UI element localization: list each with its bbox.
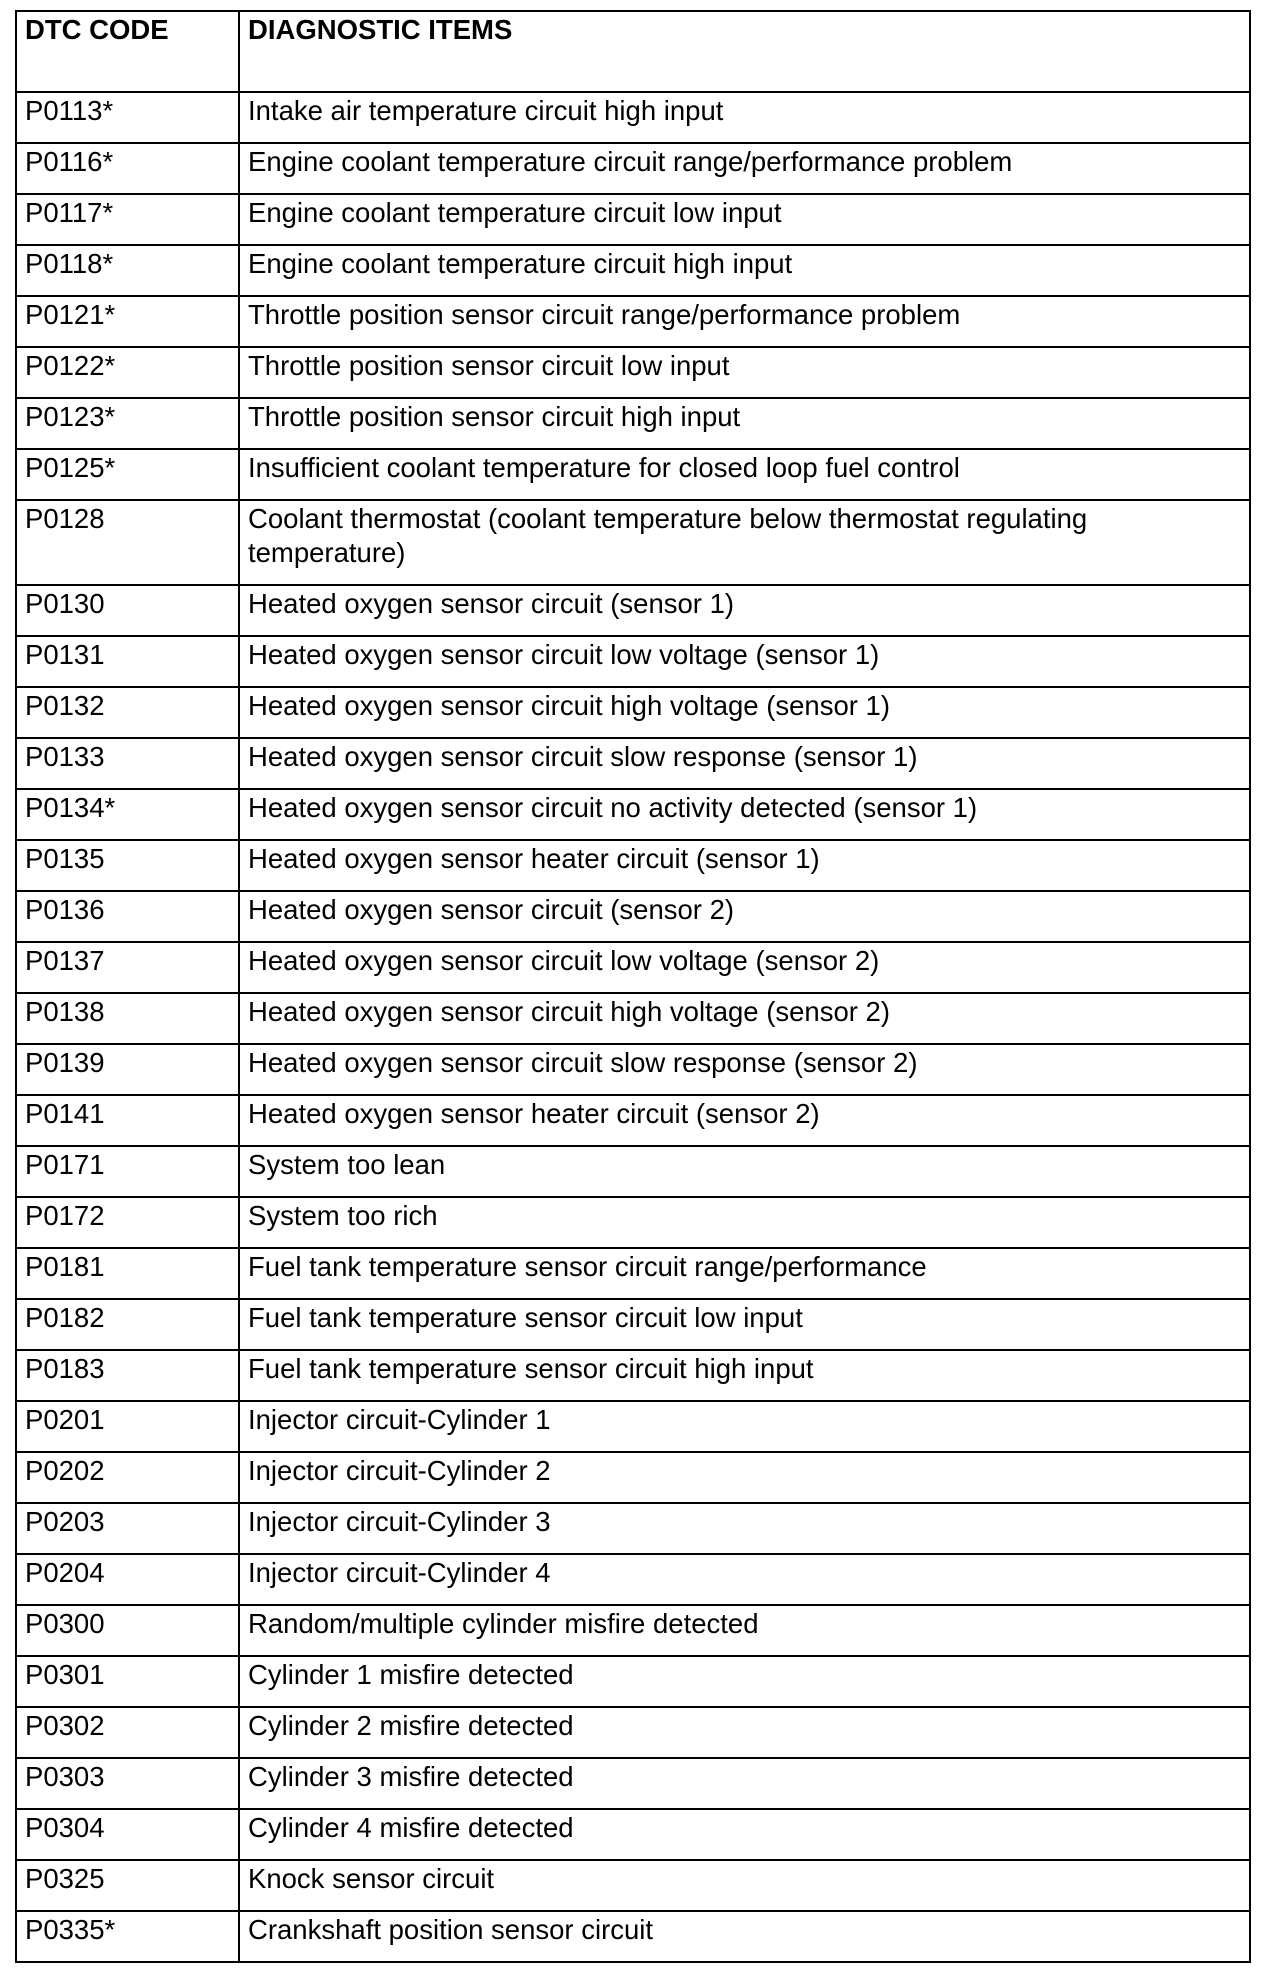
dtc-code-cell: P0171 [16, 1146, 239, 1197]
dtc-code-cell: P0134* [16, 789, 239, 840]
diagnostic-item-cell: System too rich [239, 1197, 1250, 1248]
table-row [16, 1197, 1250, 1248]
table-row [16, 1146, 1250, 1197]
dtc-code-cell: P0118* [16, 245, 239, 296]
table-row [16, 1044, 1250, 1095]
table-row [16, 840, 1250, 891]
diagnostic-item-cell: Cylinder 4 misfire detected [239, 1809, 1250, 1860]
table-row [16, 1707, 1250, 1758]
diagnostic-item-cell: Heated oxygen sensor circuit high voltage (sensor 1) [239, 687, 1250, 738]
dtc-code-cell: P0133 [16, 738, 239, 789]
dtc-code-cell: P0128 [16, 500, 239, 585]
diagnostic-item-cell: Heated oxygen sensor circuit slow response (sensor 1) [239, 738, 1250, 789]
table-row [16, 398, 1250, 449]
dtc-code-cell: P0121* [16, 296, 239, 347]
table-row [16, 993, 1250, 1044]
dtc-code-cell: P0303 [16, 1758, 239, 1809]
table-row [16, 738, 1250, 789]
table-row [16, 942, 1250, 993]
diagnostic-item-cell: Heated oxygen sensor circuit no activity detected (sensor 1) [239, 789, 1250, 840]
dtc-code-cell: P0300 [16, 1605, 239, 1656]
dtc-code-cell: P0141 [16, 1095, 239, 1146]
table-row [16, 500, 1250, 585]
dtc-code-cell: P0130 [16, 585, 239, 636]
dtc-code-cell: P0139 [16, 1044, 239, 1095]
dtc-code-cell: P0113* [16, 92, 239, 143]
dtc-code-cell: P0125* [16, 449, 239, 500]
diagnostic-item-cell: Heated oxygen sensor circuit (sensor 2) [239, 891, 1250, 942]
diagnostic-item-cell: Fuel tank temperature sensor circuit low input [239, 1299, 1250, 1350]
diagnostic-item-cell: System too lean [239, 1146, 1250, 1197]
dtc-code-cell: P0182 [16, 1299, 239, 1350]
dtc-table [15, 10, 1251, 1963]
diagnostic-item-cell: Heated oxygen sensor circuit (sensor 1) [239, 585, 1250, 636]
table-row [16, 1911, 1250, 1962]
diagnostic-item-cell: Heated oxygen sensor circuit low voltage (sensor 1) [239, 636, 1250, 687]
dtc-code-cell: P0122* [16, 347, 239, 398]
diagnostic-item-cell: Injector circuit-Cylinder 2 [239, 1452, 1250, 1503]
table-row [16, 1809, 1250, 1860]
diagnostic-item-cell: Injector circuit-Cylinder 3 [239, 1503, 1250, 1554]
diagnostic-item-cell: Insufficient coolant temperature for closed loop fuel control [239, 449, 1250, 500]
dtc-code-cell: P0183 [16, 1350, 239, 1401]
dtc-code-cell: P0302 [16, 1707, 239, 1758]
header-dtc-code: DTC CODE [16, 11, 239, 92]
diagnostic-item-cell: Throttle position sensor circuit high input [239, 398, 1250, 449]
diagnostic-item-cell: Engine coolant temperature circuit high input [239, 245, 1250, 296]
diagnostic-item-cell: Random/multiple cylinder misfire detected [239, 1605, 1250, 1656]
table-row [16, 92, 1250, 143]
diagnostic-item-cell: Heated oxygen sensor circuit low voltage (sensor 2) [239, 942, 1250, 993]
dtc-code-cell: P0181 [16, 1248, 239, 1299]
diagnostic-item-cell: Intake air temperature circuit high input [239, 92, 1250, 143]
dtc-code-cell: P0304 [16, 1809, 239, 1860]
diagnostic-item-cell: Heated oxygen sensor circuit slow response (sensor 2) [239, 1044, 1250, 1095]
dtc-code-cell: P0132 [16, 687, 239, 738]
table-row [16, 891, 1250, 942]
table-row [16, 143, 1250, 194]
table-row [16, 585, 1250, 636]
table-row [16, 1605, 1250, 1656]
diagnostic-item-cell: Cylinder 3 misfire detected [239, 1758, 1250, 1809]
diagnostic-item-cell: Injector circuit-Cylinder 4 [239, 1554, 1250, 1605]
dtc-code-cell: P0123* [16, 398, 239, 449]
table-row [16, 194, 1250, 245]
table-row [16, 1656, 1250, 1707]
table-row [16, 1554, 1250, 1605]
table-row [16, 636, 1250, 687]
diagnostic-item-cell: Heated oxygen sensor circuit high voltage (sensor 2) [239, 993, 1250, 1044]
table-row [16, 789, 1250, 840]
dtc-code-cell: P0137 [16, 942, 239, 993]
diagnostic-item-cell: Heated oxygen sensor heater circuit (sensor 2) [239, 1095, 1250, 1146]
dtc-code-cell: P0201 [16, 1401, 239, 1452]
diagnostic-item-cell: Fuel tank temperature sensor circuit high input [239, 1350, 1250, 1401]
header-diagnostic-items: DIAGNOSTIC ITEMS [239, 11, 1250, 92]
dtc-code-cell: P0138 [16, 993, 239, 1044]
diagnostic-item-cell: Fuel tank temperature sensor circuit range/performance [239, 1248, 1250, 1299]
diagnostic-item-cell: Injector circuit-Cylinder 1 [239, 1401, 1250, 1452]
table-row [16, 1350, 1250, 1401]
diagnostic-item-cell: Engine coolant temperature circuit low input [239, 194, 1250, 245]
table-row [16, 1401, 1250, 1452]
diagnostic-item-cell: Engine coolant temperature circuit range/performance problem [239, 143, 1250, 194]
table-row [16, 687, 1250, 738]
table-row [16, 296, 1250, 347]
dtc-code-cell: P0204 [16, 1554, 239, 1605]
diagnostic-item-cell: Throttle position sensor circuit range/performance problem [239, 296, 1250, 347]
table-body [16, 92, 1250, 1962]
diagnostic-item-cell: Coolant thermostat (coolant temperature below thermostat regulating temperature) [239, 500, 1250, 585]
diagnostic-item-cell: Crankshaft position sensor circuit [239, 1911, 1250, 1962]
diagnostic-item-cell: Throttle position sensor circuit low input [239, 347, 1250, 398]
table-row [16, 1758, 1250, 1809]
table-row [16, 1860, 1250, 1911]
table-row [16, 1248, 1250, 1299]
table-row [16, 1452, 1250, 1503]
table-row [16, 1299, 1250, 1350]
table-row [16, 1503, 1250, 1554]
table-row [16, 1095, 1250, 1146]
dtc-code-cell: P0117* [16, 194, 239, 245]
dtc-code-cell: P0135 [16, 840, 239, 891]
table-row [16, 449, 1250, 500]
diagnostic-item-cell: Heated oxygen sensor heater circuit (sensor 1) [239, 840, 1250, 891]
table-row [16, 347, 1250, 398]
dtc-code-cell: P0203 [16, 1503, 239, 1554]
diagnostic-item-cell: Cylinder 2 misfire detected [239, 1707, 1250, 1758]
dtc-code-cell: P0325 [16, 1860, 239, 1911]
dtc-code-cell: P0136 [16, 891, 239, 942]
dtc-code-cell: P0301 [16, 1656, 239, 1707]
dtc-code-cell: P0131 [16, 636, 239, 687]
dtc-code-cell: P0172 [16, 1197, 239, 1248]
dtc-code-cell: P0335* [16, 1911, 239, 1962]
dtc-code-cell: P0116* [16, 143, 239, 194]
diagnostic-item-cell: Knock sensor circuit [239, 1860, 1250, 1911]
table-header-row [16, 11, 1250, 92]
dtc-code-cell: P0202 [16, 1452, 239, 1503]
table-row [16, 245, 1250, 296]
diagnostic-item-cell: Cylinder 1 misfire detected [239, 1656, 1250, 1707]
